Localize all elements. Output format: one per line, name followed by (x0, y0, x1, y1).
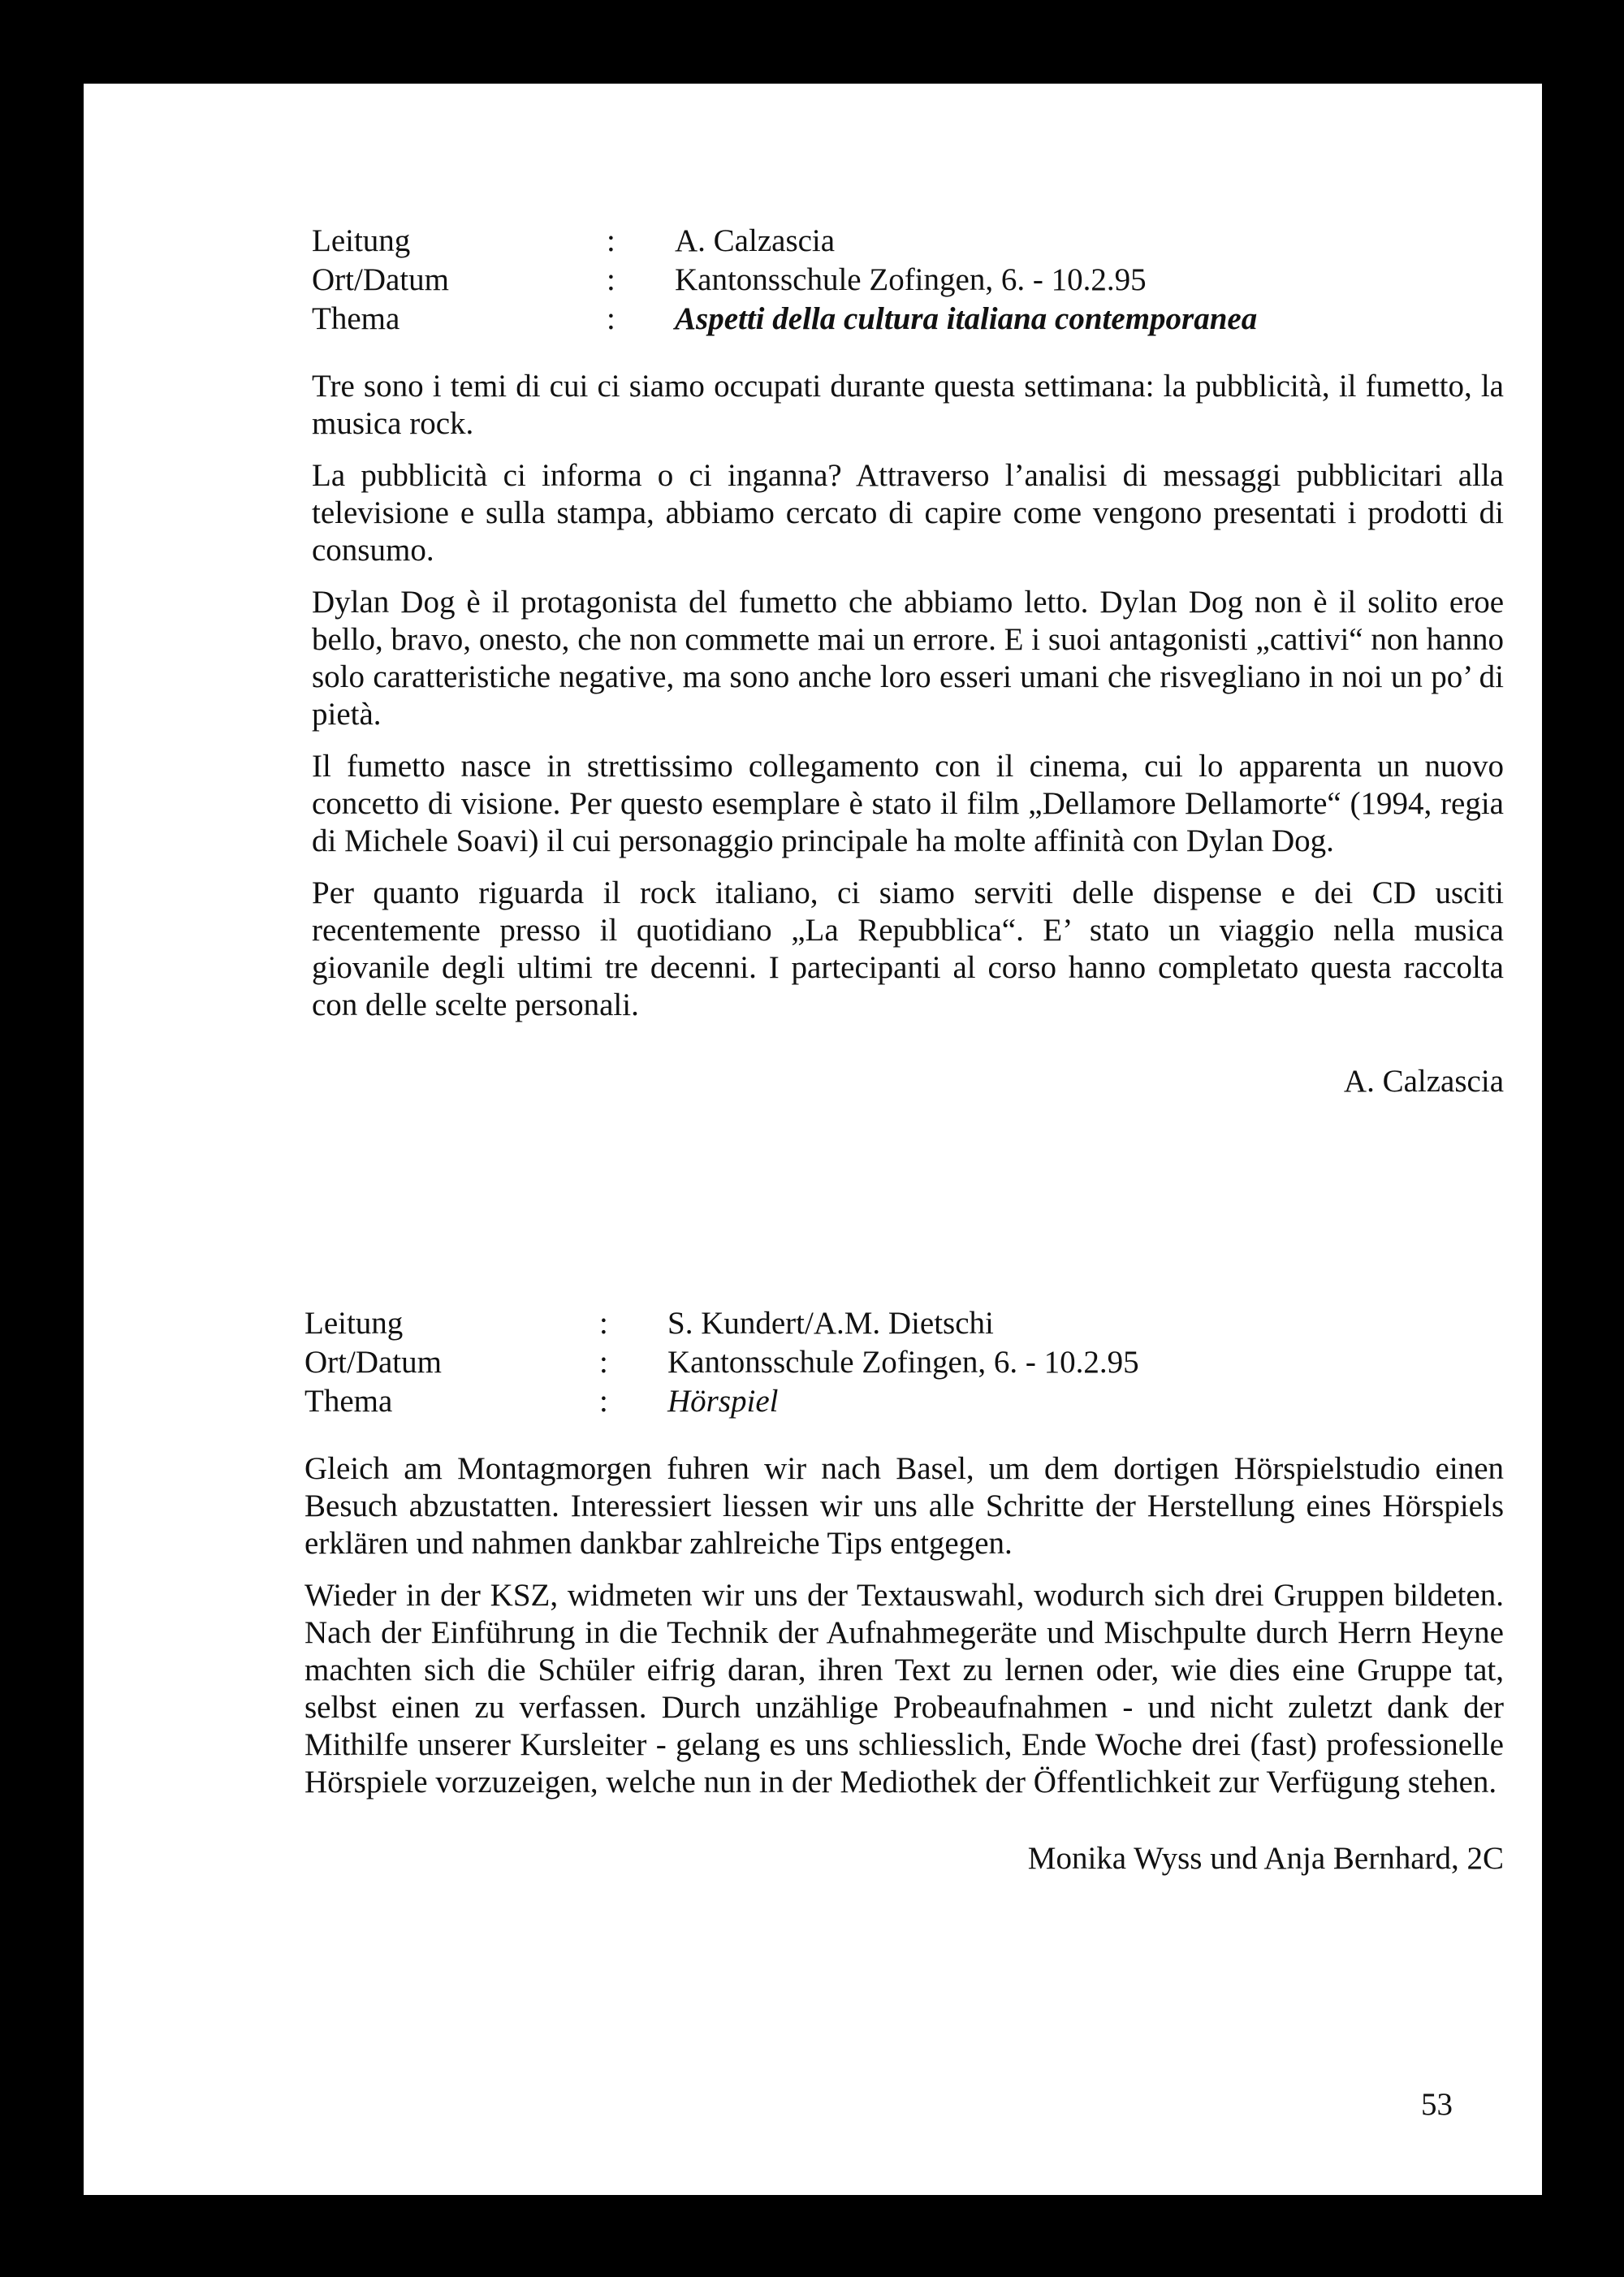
meta-separator: : (599, 1384, 608, 1419)
meta-value-thema: Aspetti della cultura italiana contemporanea (675, 301, 1258, 336)
meta-separator: : (599, 1306, 608, 1341)
report-body (312, 368, 1504, 1024)
meta-value-ort-datum: Kantonsschule Zofingen, 6. - 10.2.95 (667, 1345, 1139, 1380)
page-number: 53 (1421, 2087, 1453, 2122)
document-page (84, 84, 1542, 2195)
meta-separator: : (607, 301, 615, 336)
meta-value-ort-datum: Kantonsschule Zofingen, 6. - 10.2.95 (675, 262, 1147, 297)
meta-value-thema: Hörspiel (667, 1384, 779, 1419)
paragraph: Il fumetto nasce in strettissimo collegamento con il cinema, cui lo apparenta un nuovo concetto di visione. Per questo esemplare è stato il film „Dellamore Dellamorte“ (1994, regia di Michele Soavi) il cui personaggio principale ha molte affinità con Dylan Dog. (312, 749, 1504, 858)
paragraph: Wieder in der KSZ, widmeten wir uns der Textauswahl, wodurch sich drei Gruppen bildeten. Nach der Einführung in die Technik der Aufnahmegeräte und Mischpulte durch Herrn Heyne machten sich die Schüler eifrig daran, ihren Text zu lernen oder, wie dies eine Gruppe tat, selbst einen zu verfassen. Durch unzählige Probeaufnahmen - und nicht zuletzt dank der Mithilfe unserer Kursleiter - gelang es uns schliesslich, Ende Woche drei (fast) professionelle Hörspiele vorzuzeigen, welche nun in der Mediothek der Öffentlichkeit zur Verfügung stehen. (304, 1578, 1504, 1800)
course-meta-table (312, 222, 1504, 339)
course-report-italian (312, 222, 1504, 1100)
meta-label-leitung: Leitung (312, 223, 411, 258)
meta-value-leitung: S. Kundert/A.M. Dietschi (667, 1306, 994, 1341)
meta-label-leitung: Leitung (304, 1306, 404, 1341)
paragraph: La pubblicità ci informa o ci inganna? Attraverso l’analisi di messaggi pubblicitari alla televisione e sulla stampa, abbiamo cercato di capire come vengono presentati i prodotti di consumo. (312, 458, 1504, 568)
paragraph: Dylan Dog è il protagonista del fumetto che abbiamo letto. Dylan Dog non è il solito eroe bello, bravo, onesto, che non commette mai un errore. E i suoi antagonisti „cattivi“ non hanno solo caratteristiche negative, ma sono anche loro esseri umani che risvegliano in noi un po’ di pietà. (312, 585, 1504, 732)
paragraph: Per quanto riguarda il rock italiano, ci siamo serviti delle dispense e dei CD usciti recentemente presso il quotidiano „La Repubblica“. E’ stato un viaggio nella musica giovanile degli ultimi tre decenni. I partecipanti al corso hanno completato questa raccolta con delle scelte personali. (312, 875, 1504, 1022)
meta-separator: : (607, 223, 615, 258)
meta-label-thema: Thema (312, 301, 400, 336)
meta-separator: : (599, 1345, 608, 1380)
meta-value-leitung: A. Calzascia (675, 223, 836, 258)
author-signature: A. Calzascia (1343, 1064, 1504, 1099)
course-report-hoerspiel (304, 1304, 1504, 1877)
course-meta-table (304, 1304, 1504, 1421)
meta-label-ort-datum: Ort/Datum (304, 1345, 442, 1380)
report-body (304, 1450, 1504, 1801)
author-signature: Monika Wyss und Anja Bernhard, 2C (1027, 1841, 1504, 1876)
meta-label-ort-datum: Ort/Datum (312, 262, 449, 297)
paragraph: Tre sono i temi di cui ci siamo occupati durante questa settimana: la pubblicità, il fumetto, la musica rock. (312, 369, 1504, 441)
paragraph: Gleich am Montagmorgen fuhren wir nach Basel, um dem dortigen Hörspielstudio einen Besuch abzustatten. Interessiert liessen wir uns alle Schritte der Herstellung eines Hörspiels erklären und nahmen dankbar zahlreiche Tips entgegen. (304, 1451, 1504, 1561)
meta-separator: : (607, 262, 615, 297)
meta-label-thema: Thema (304, 1384, 393, 1419)
